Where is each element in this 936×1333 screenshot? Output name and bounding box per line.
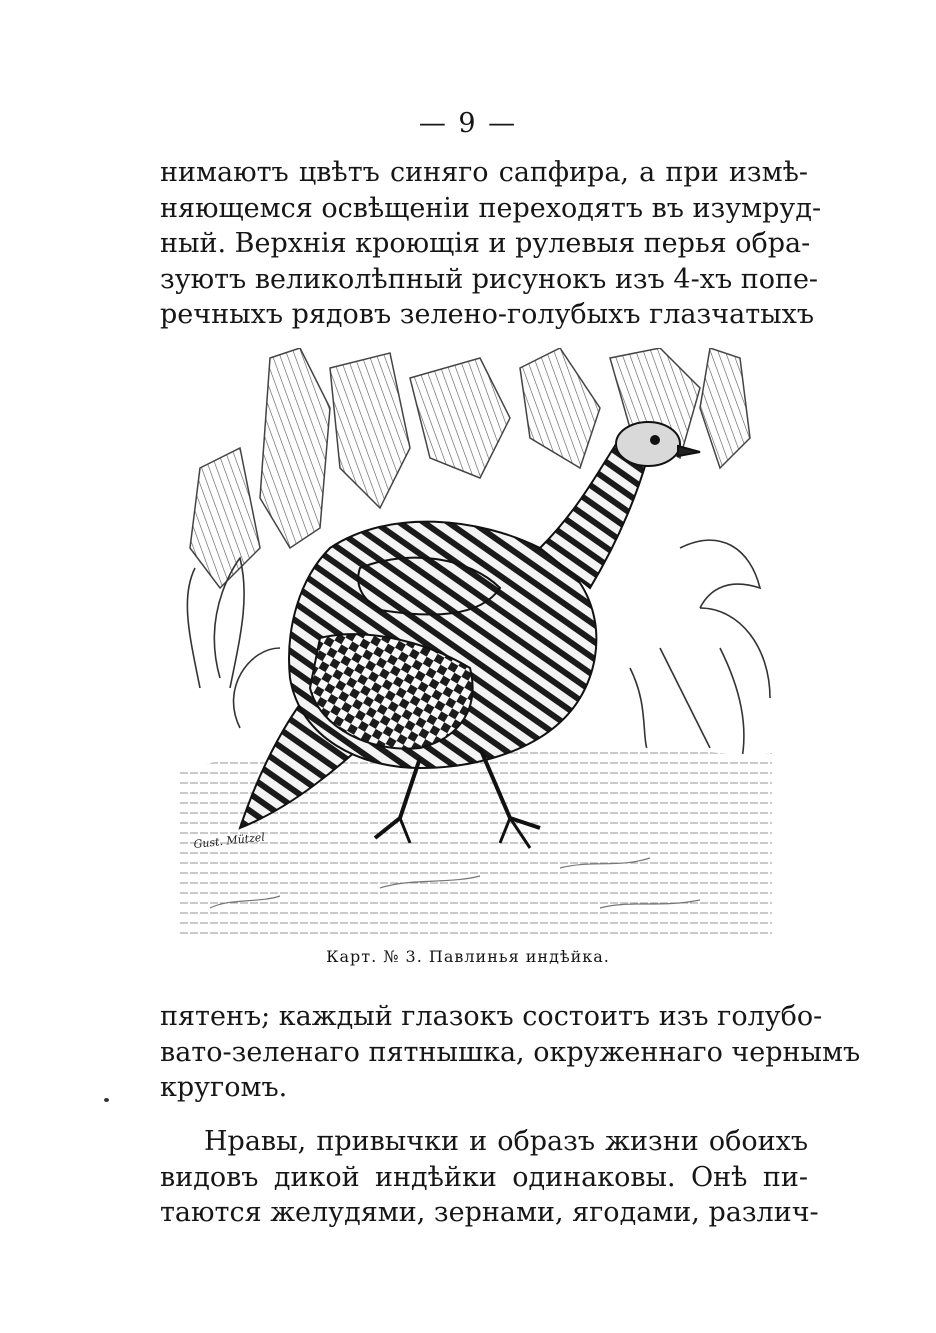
artist-signature: Gust. Mützel	[192, 830, 266, 851]
text-line: речныхъ рядовъ зелено-голубыхъ глазчатыхъ	[160, 299, 815, 330]
text-line: ный. Верхнія кроющія и рулевыя перья обра-	[160, 228, 811, 259]
text-line: нимаютъ цвѣтъ синяго сапфира, а при измѣ-	[160, 157, 808, 188]
body-text-top	[160, 155, 822, 333]
body-text-bottom	[160, 999, 861, 1106]
text-line: кругомъ.	[160, 1072, 288, 1103]
ink-speck	[104, 1098, 109, 1102]
figure-caption: Карт. № 3. Павлинья индѣйка.	[326, 947, 610, 966]
text-line: зуютъ великолѣпный рисунокъ изъ 4-хъ попе-	[160, 263, 819, 295]
text-line: таются желудями, зернами, ягодами, различ-	[160, 1197, 819, 1228]
paragraph-2	[160, 1124, 819, 1231]
text-line: няющемся освѣщеніи переходятъ въ изумруд-	[160, 192, 822, 224]
page-number: — 9 —	[418, 108, 518, 139]
text-line: вато-зеленаго пятнышка, окруженнаго чернымъ	[160, 1036, 861, 1068]
text-line: видовъ дикой индѣйки одинаковы. Онѣ пи-	[160, 1161, 808, 1193]
text-line: пятенъ; каждый глазокъ состоитъ изъ голубо-	[160, 1001, 823, 1032]
turkey-illustration	[180, 348, 772, 938]
text-line: Нравы, привычки и образъ жизни обоихъ	[204, 1126, 808, 1157]
